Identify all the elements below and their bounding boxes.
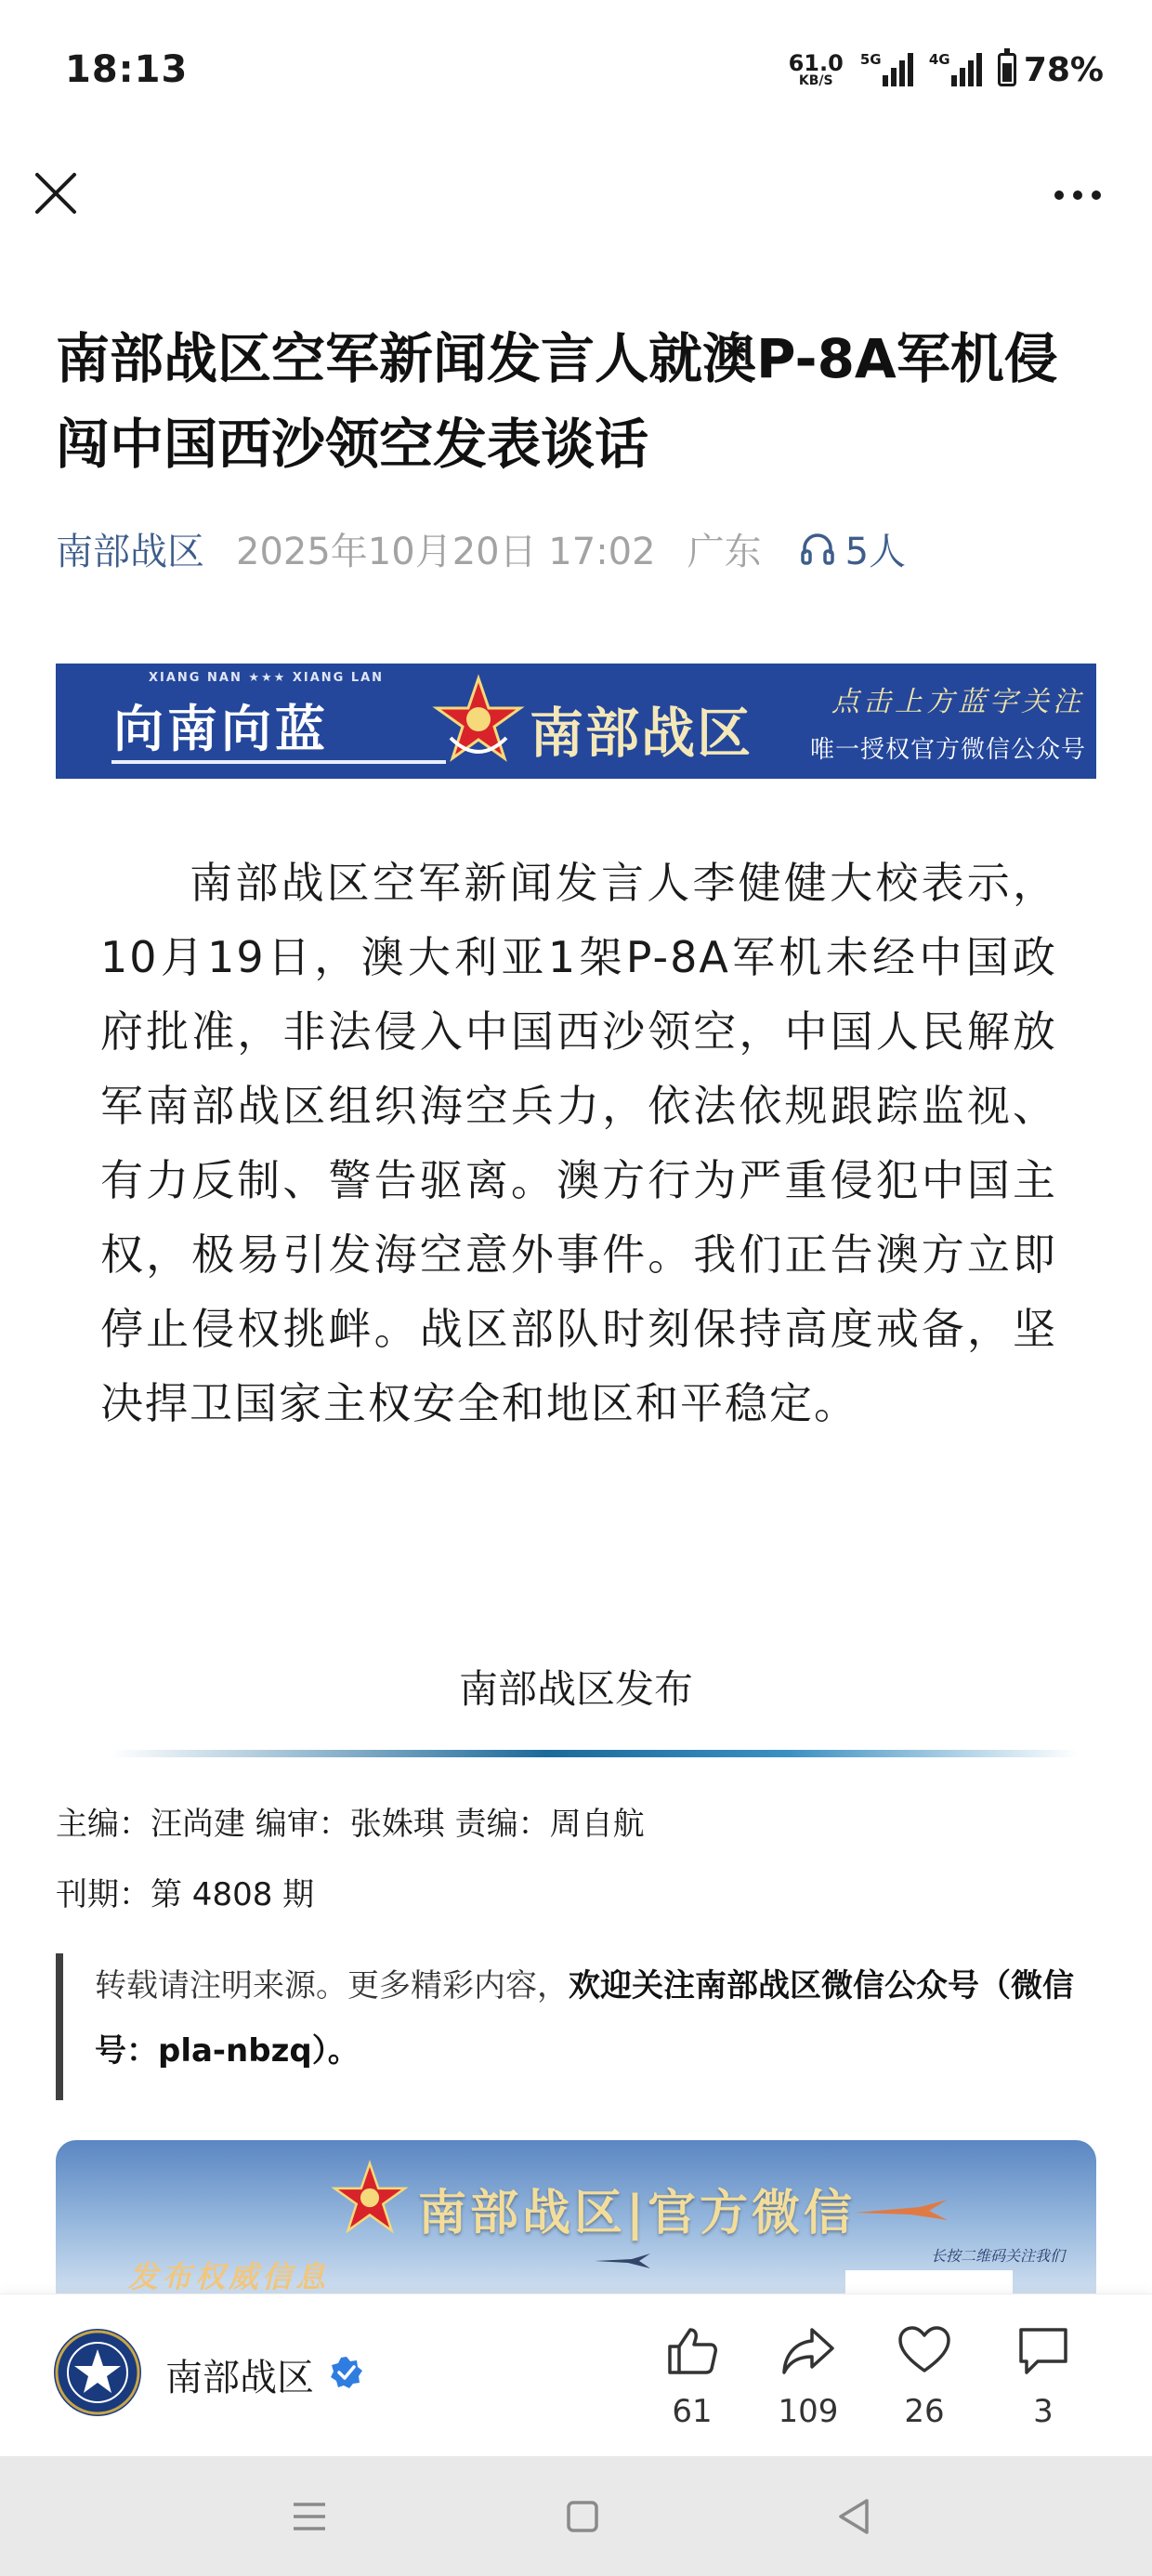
more-icon (1054, 191, 1064, 200)
comment-icon (1015, 2322, 1071, 2378)
publish-location: 广东 (687, 530, 762, 573)
status-bar (0, 0, 1152, 139)
comment-button[interactable] (992, 2322, 1094, 2430)
network-speed (789, 52, 844, 87)
network-speed-value: 61.0 (788, 50, 844, 76)
like-button[interactable] (641, 2322, 743, 2430)
listen-button[interactable] (799, 522, 906, 575)
avatar[interactable] (54, 2329, 141, 2416)
repost-notice-text: 转载请注明来源。更多精彩内容， (95, 1967, 569, 2004)
article-meta (56, 520, 906, 576)
battery-icon (998, 53, 1016, 86)
account-banner[interactable] (56, 664, 1096, 779)
back-icon[interactable] (831, 2493, 878, 2540)
pla-emblem-icon (331, 2159, 409, 2237)
share-arrow-icon (780, 2322, 836, 2378)
network-speed-unit: KB/S (798, 73, 833, 88)
banner-follow-hint: 点击上方蓝字关注 (831, 686, 1084, 718)
banner-underline (111, 760, 446, 764)
signal-5g-label: 5G (859, 51, 882, 68)
verified-badge-icon (330, 2356, 363, 2389)
share-count: 109 (778, 2393, 839, 2430)
promo-qr-hint: 长按二维码关注我们 (930, 2247, 1065, 2265)
account-logo-icon (54, 2329, 141, 2416)
favorite-count: 26 (904, 2393, 945, 2430)
promo-title: 南部战区|官方微信 (418, 2186, 856, 2241)
article-body: 南部战区空军新闻发言人李健健大校表示，10月19日，澳大利亚1架P-8A军机未经中国政府批准，非法侵入中国西沙领空，中国人民解放军南部战区组织海空兵力，依法依规跟踪监视、有力反制、警告驱离。澳方行为严重侵犯中国主权，极易引发海空意外事件。我们正告澳方立即停止侵权挑衅。战区部队时刻保持高度戒备，坚决捍卫国家主权安全和地区和平稳定。 (100, 858, 1057, 1428)
banner-slogan: 向南向蓝 (113, 700, 329, 758)
article-title: 南部战区空军新闻发言人就澳P-8A军机侵闯中国西沙领空发表谈话 (56, 327, 1058, 476)
comment-count: 3 (1033, 2393, 1054, 2430)
credits-editors: 主编：汪尚建 编审：张姝琪 责编：周自航 (56, 1806, 645, 1843)
publish-divider (111, 1750, 1078, 1757)
close-icon (28, 165, 84, 221)
status-indicators (789, 46, 1104, 93)
battery-indicator (998, 51, 1104, 89)
banner-small-text: XIANG NAN ★★★ XIANG LAN (149, 671, 385, 685)
account-name[interactable]: 南部战区 (165, 2357, 314, 2399)
close-button[interactable] (28, 165, 84, 221)
listener-count: 5人 (844, 530, 907, 573)
menu-icon[interactable] (286, 2493, 333, 2540)
promo-subtitle: 发布权威信息 (128, 2259, 330, 2293)
headphones-icon (799, 530, 836, 567)
more-options-button[interactable] (1041, 172, 1115, 218)
signal-4g-label: 4G (928, 51, 950, 68)
jet-icon (595, 2252, 650, 2270)
repost-notice (56, 1953, 1096, 2100)
banner-official-text: 唯一授权官方微信公众号 (810, 736, 1087, 764)
thumbs-up-icon (664, 2322, 720, 2378)
jet-icon (855, 2196, 948, 2224)
battery-percent: 78% (1023, 50, 1104, 89)
publish-section-title: 南部战区发布 (458, 1666, 693, 1712)
share-button[interactable] (757, 2322, 859, 2430)
credits (56, 1789, 645, 1930)
status-time: 18:13 (65, 48, 189, 91)
pla-emblem-icon (432, 673, 525, 769)
home-icon[interactable] (559, 2493, 606, 2540)
favorite-button[interactable] (873, 2322, 975, 2430)
system-navigation-bar (0, 2456, 1152, 2576)
bottom-action-bar (0, 2293, 1152, 2457)
like-count: 61 (672, 2393, 713, 2430)
author-link[interactable]: 南部战区 (56, 530, 204, 573)
signal-5g-icon (860, 51, 912, 88)
heart-icon (897, 2322, 952, 2378)
qr-code (845, 2270, 1013, 2293)
signal-4g-icon (929, 51, 981, 88)
promo-image[interactable] (56, 2140, 1096, 2293)
credits-issue: 刊期：第 4808 期 (56, 1876, 315, 1913)
battery-fill (1002, 63, 1012, 82)
repost-notice-bold: 欢迎关注南部战区微信公众号（微信号：pla-nbzq）。 (95, 1967, 1074, 2070)
banner-account-name: 南部战区 (530, 702, 753, 765)
publish-datetime: 2025年10月20日 17:02 (236, 530, 656, 573)
